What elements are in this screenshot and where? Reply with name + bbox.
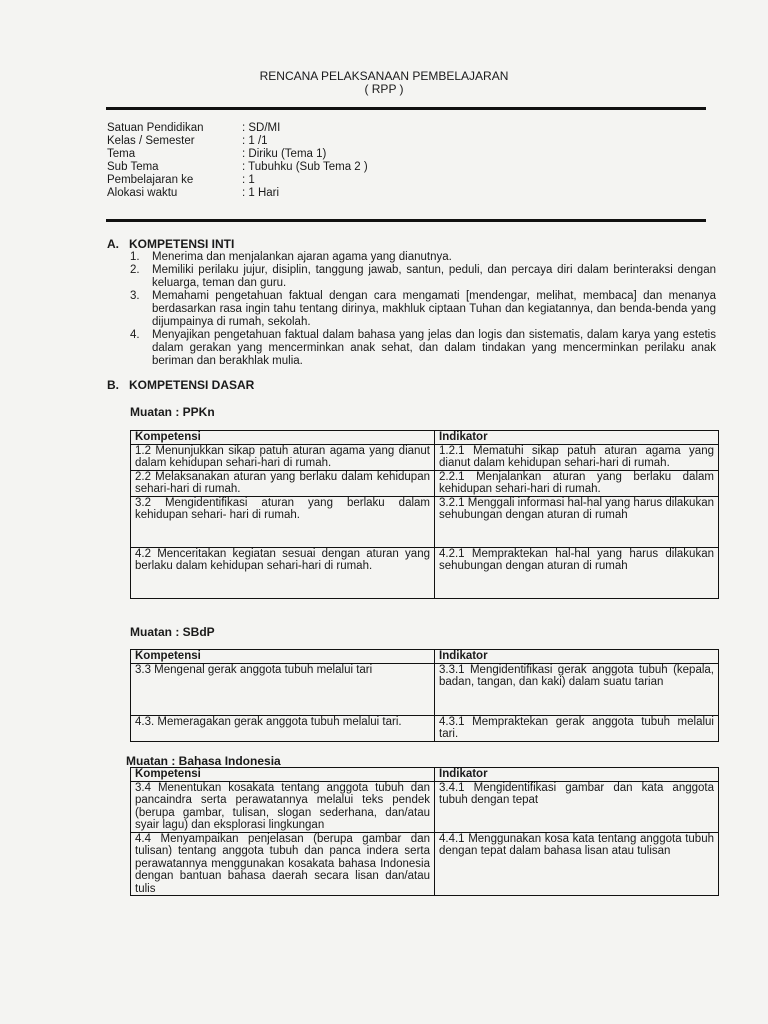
info-value: : Diriku (Tema 1): [242, 148, 327, 160]
item-number: 4.: [130, 329, 140, 341]
column-header-kompetensi: Kompetensi: [131, 650, 435, 664]
table-cell: 1.2.1 Mematuhi sikap patuh aturan agama yang dianut dalam kehidupan sehari-hari di rumah.: [435, 444, 719, 470]
table-cell: 2.2 Melaksanakan aturan yang berlaku dalam kehidupan sehari-hari di rumah.: [131, 470, 435, 496]
info-value: : 1: [242, 174, 255, 186]
table-row: [131, 832, 719, 896]
table-cell: 4.2.1 Mempraktekan hal-hal yang harus dilakukan sehubungan dengan aturan di rumah: [435, 547, 719, 598]
table-row: [131, 781, 719, 832]
table-cell: 3.4.1 Mengidentifikasi gambar dan kata anggota tubuh dengan tepat: [435, 781, 719, 832]
info-label: Tema: [107, 148, 136, 160]
table-ppkn: [130, 430, 719, 599]
document-subtitle: ( RPP ): [364, 82, 404, 96]
table-cell: 3.4 Menentukan kosakata tentang anggota tubuh dan pancaindra serta perawatannya melalui teks pendek (berupa gambar, tulisan, slogan sederhana, dan/atau syair lagu) dan eksplorasi lingkungan: [131, 781, 435, 832]
list-item: [130, 264, 716, 290]
table-row: [131, 663, 719, 715]
section-title: KOMPETENSI INTI: [129, 237, 235, 251]
info-value: : 1 /1: [242, 135, 268, 147]
top-rule: [106, 107, 706, 110]
column-header-kompetensi: Kompetensi: [131, 768, 435, 782]
list-item: [130, 290, 716, 329]
item-number: 1.: [130, 251, 140, 263]
info-label: Pembelajaran ke: [107, 174, 194, 186]
table-sbdp: [130, 649, 719, 742]
column-header-kompetensi: Kompetensi: [131, 431, 435, 445]
table-cell: 3.2.1 Menggali informasi hal-hal yang harus dilakukan sehubungan dengan aturan di rumah: [435, 496, 719, 547]
section-letter: B.: [107, 378, 119, 392]
section-heading-kompetensi-inti: [107, 238, 234, 251]
table-row: [131, 496, 719, 547]
table-header-row: [131, 431, 719, 445]
info-label: Alokasi waktu: [107, 187, 178, 199]
column-header-indikator: Indikator: [435, 431, 719, 445]
table-row: [131, 470, 719, 496]
info-label: Kelas / Semester: [107, 135, 195, 147]
table-header-row: [131, 768, 719, 782]
item-text: Memahami pengetahuan faktual dengan cara mengamati [mendengar, melihat, membaca] dan menanya berdasarkan rasa ingin tahu tentang dirinya, makhluk ciptaan Tuhan dan kegiatannya, dan benda-benda yang dijumpainya di rumah, sekolah.: [152, 290, 716, 328]
table-cell: 4.3.1 Mempraktekan gerak anggota tubuh melalui tari.: [435, 715, 719, 741]
info-label: Sub Tema: [107, 161, 159, 173]
table-header-row: [131, 650, 719, 664]
table-row: [131, 444, 719, 470]
item-number: 2.: [130, 264, 140, 276]
item-text: Menerima dan menjalankan ajaran agama yang dianutnya.: [152, 251, 452, 263]
table-cell: 3.3.1 Mengidentifikasi gerak anggota tubuh (kepala, badan, tangan, dan kaki) dalam suatu tarian: [435, 663, 719, 715]
muatan-heading-ppkn: Muatan : PPKn: [130, 405, 215, 419]
info-label: Satuan Pendidikan: [107, 122, 204, 134]
list-item: [130, 251, 716, 264]
table-cell: 4.3. Memeragakan gerak anggota tubuh melalui tari.: [131, 715, 435, 741]
kompetensi-inti-list: [130, 251, 716, 368]
section-letter: A.: [107, 237, 119, 251]
table-cell: 2.2.1 Menjalankan aturan yang berlaku dalam kehidupan sehari-hari di rumah.: [435, 470, 719, 496]
item-text: Menyajikan pengetahuan faktual dalam bahasa yang jelas dan logis dan sistematis, dalam karya yang estetis dalam gerakan yang mencerminkan anak sehat, dan dalam tindakan yang mencerminkan perilaku anak beriman dan berakhlak mulia.: [152, 329, 716, 367]
table-cell: 4.4.1 Menggunakan kosa kata tentang anggota tubuh dengan tepat dalam bahasa lisan atau tulisan: [435, 832, 719, 896]
table-cell: 1.2 Menunjukkan sikap patuh aturan agama yang dianut dalam kehidupan sehari-hari di rumah.: [131, 444, 435, 470]
table-row: [131, 715, 719, 741]
info-value: : 1 Hari: [242, 187, 280, 199]
column-header-indikator: Indikator: [435, 768, 719, 782]
list-item: [130, 329, 716, 368]
item-text: Memiliki perilaku jujur, disiplin, tanggung jawab, santun, peduli, dan percaya diri dalam berinteraksi dengan keluarga, teman dan guru.: [152, 264, 716, 289]
middle-rule: [106, 219, 706, 222]
table-row: [131, 547, 719, 598]
section-title: KOMPETENSI DASAR: [129, 378, 255, 392]
section-heading-kompetensi-dasar: [107, 379, 254, 392]
item-number: 3.: [130, 290, 140, 302]
muatan-heading-bahasa-indonesia: Muatan : Bahasa Indonesia: [126, 754, 281, 768]
table-cell: 4.4 Menyampaikan penjelasan (berupa gambar dan tulisan) tentang anggota tubuh dan panca indera serta perawatannya menggunakan kosakata bahasa Indonesia dengan bantuan bahasa daerah secara lisan dan/atau tulis: [131, 832, 435, 896]
document-title: RENCANA PELAKSANAAN PEMBELAJARAN: [259, 69, 509, 83]
info-value: : Tubuhku (Sub Tema 2 ): [242, 161, 368, 173]
table-cell: 3.2 Mengidentifikasi aturan yang berlaku dalam kehidupan sehari- hari di rumah.: [131, 496, 435, 547]
table-cell: 3.3 Mengenal gerak anggota tubuh melalui tari: [131, 663, 435, 715]
info-value: : SD/MI: [242, 122, 281, 134]
table-cell: 4.2 Menceritakan kegiatan sesuai dengan aturan yang berlaku dalam kehidupan sehari-hari di rumah.: [131, 547, 435, 598]
column-header-indikator: Indikator: [435, 650, 719, 664]
table-bahasa-indonesia: [130, 767, 719, 896]
muatan-heading-sbdp: Muatan : SBdP: [130, 625, 215, 639]
